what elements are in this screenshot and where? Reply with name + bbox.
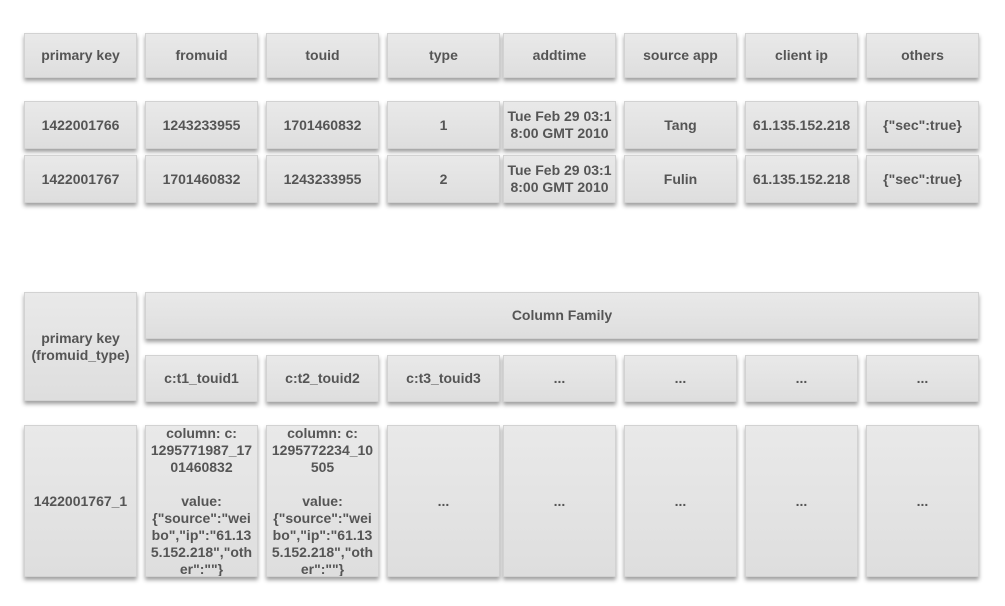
t2-column-header xyxy=(745,355,858,402)
t2-row-cell-value: ... xyxy=(437,492,450,509)
t2-column-label: c:t3_touid3 xyxy=(406,370,481,386)
t2-column-header xyxy=(387,355,500,402)
t1-header-label: fromuid xyxy=(175,47,228,63)
t2-row-key-value: 1422001767_1 xyxy=(33,492,128,509)
t2-row-cell-value: ... xyxy=(553,492,566,509)
t1-row2-fromuid xyxy=(145,155,258,203)
t1-header-client-ip xyxy=(745,33,858,78)
t2-column-header xyxy=(503,355,616,402)
t2-column-header xyxy=(266,355,379,402)
t1-header-source-app xyxy=(624,33,737,78)
t1-header-label: others xyxy=(901,47,944,63)
t1-header-addtime xyxy=(503,33,616,78)
t1-row2-others xyxy=(866,155,979,203)
cell-value: Tang xyxy=(664,116,697,133)
t1-row1-source-app xyxy=(624,101,737,149)
t1-header-primary-key xyxy=(24,33,137,78)
t1-header-touid xyxy=(266,33,379,78)
cell-value: 2 xyxy=(439,170,448,187)
t1-header-label: addtime xyxy=(532,47,587,63)
t1-header-others xyxy=(866,33,979,78)
t2-row-cell-value: column: c: 1295771987_1701460832 value: {"source":"weibo","ip":"61.135.152.218","other":""} xyxy=(150,425,253,577)
t1-header-label: source app xyxy=(643,47,718,63)
t2-column-header xyxy=(145,355,258,402)
t2-column-label: c:t2_touid2 xyxy=(285,370,360,386)
t2-column-label: ... xyxy=(916,370,929,386)
t1-row1-others xyxy=(866,101,979,149)
t1-header-label: primary key xyxy=(41,47,120,63)
t2-row-cell-value: ... xyxy=(916,492,929,509)
cell-value: Fulin xyxy=(663,170,698,187)
t2-row-cell xyxy=(145,425,258,577)
t1-row1-client-ip xyxy=(745,101,858,149)
t1-row2-addtime xyxy=(503,155,616,203)
t1-header-label: type xyxy=(429,47,458,63)
t2-row-cell xyxy=(624,425,737,577)
t2-column-header xyxy=(866,355,979,402)
t1-header-label: touid xyxy=(305,47,340,63)
cell-value: {"sec":true} xyxy=(883,170,962,187)
t2-column-family-label: Column Family xyxy=(511,307,613,323)
t1-row1-fromuid xyxy=(145,101,258,149)
t1-row1-type xyxy=(387,101,500,149)
t1-row1-addtime xyxy=(503,101,616,149)
cell-value: 1422001767 xyxy=(41,170,120,187)
t2-primary-key-label: primary key (fromuid_type) xyxy=(31,329,130,363)
cell-value: 1 xyxy=(439,116,448,133)
cell-value: 1701460832 xyxy=(283,116,362,133)
cell-value: Tue Feb 29 03:18:00 GMT 2010 xyxy=(507,108,612,141)
t2-column-family-header xyxy=(145,292,979,339)
cell-value: 61.135.152.218 xyxy=(752,170,851,187)
t2-row-cell-value: ... xyxy=(795,492,808,509)
t2-row-cell xyxy=(866,425,979,577)
t1-row2-client-ip xyxy=(745,155,858,203)
cell-value: 1422001766 xyxy=(41,116,120,133)
t2-column-label: ... xyxy=(674,370,687,386)
t1-row1-touid xyxy=(266,101,379,149)
t2-row-cell xyxy=(266,425,379,577)
cell-value: {"sec":true} xyxy=(883,116,962,133)
cell-value: 1243233955 xyxy=(162,116,241,133)
t2-row-cell-value: ... xyxy=(674,492,687,509)
t1-row2-primary-key xyxy=(24,155,137,203)
t2-row-cell xyxy=(745,425,858,577)
cell-value: 1701460832 xyxy=(162,170,241,187)
cell-value: 1243233955 xyxy=(283,170,362,187)
t1-header-fromuid xyxy=(145,33,258,78)
cell-value: 61.135.152.218 xyxy=(752,116,851,133)
t2-row-key xyxy=(24,425,137,577)
t2-row-cell xyxy=(387,425,500,577)
t1-row2-source-app xyxy=(624,155,737,203)
t2-column-header xyxy=(624,355,737,402)
t1-header-label: client ip xyxy=(775,47,828,63)
t1-header-type xyxy=(387,33,500,78)
t2-primary-key-header xyxy=(24,292,137,401)
t1-row1-primary-key xyxy=(24,101,137,149)
t2-column-label: ... xyxy=(795,370,808,386)
t2-row-cell-value: column: c: 1295772234_10505 value: {"source":"weibo","ip":"61.135.152.218","other":""} xyxy=(271,425,374,577)
t2-row-cell xyxy=(503,425,616,577)
t2-column-label: ... xyxy=(553,370,566,386)
t1-row2-type xyxy=(387,155,500,203)
t1-row2-touid xyxy=(266,155,379,203)
t2-column-label: c:t1_touid1 xyxy=(164,370,239,386)
cell-value: Tue Feb 29 03:18:00 GMT 2010 xyxy=(507,162,612,195)
